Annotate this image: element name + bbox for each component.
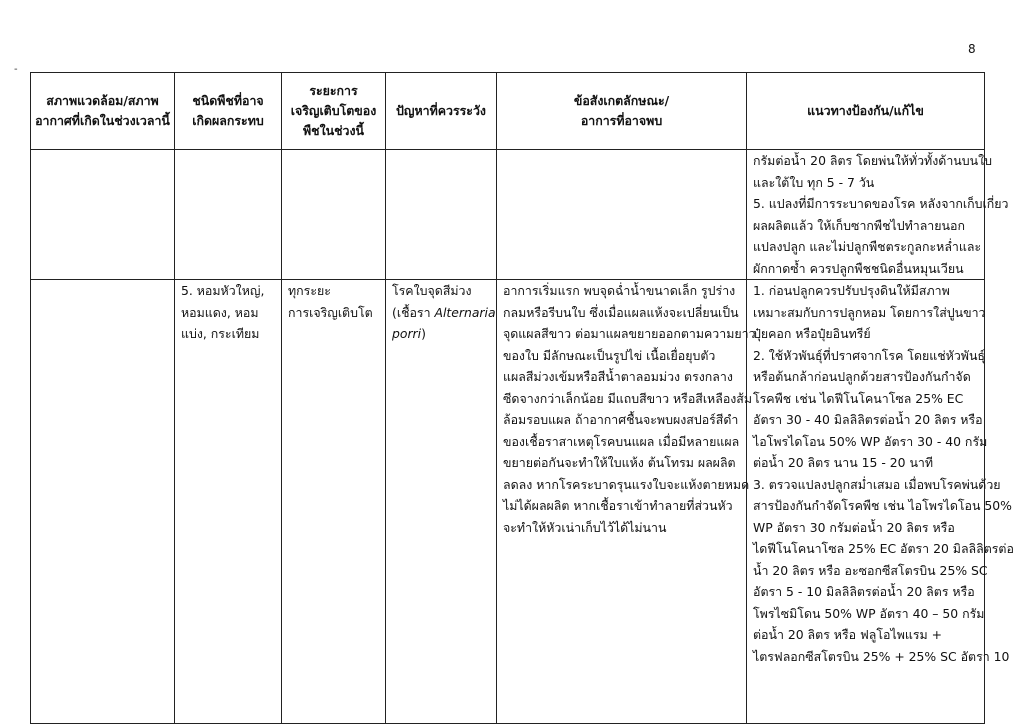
header-growth-stage: ระยะการ เจริญเติบโตของ พืชในช่วงนี้ [282, 73, 386, 150]
cell-problem [386, 150, 497, 280]
table-row [31, 150, 985, 280]
symptom-line: ไม่ได้ผลผลิต หากเชื้อราเข้าทำลายที่ส่วนหัว [503, 498, 733, 513]
cell-stage [282, 150, 386, 280]
prevention-line: ไตรฟลอกซีสโตรบิน 25% + 25% SC อัตรา 10 [753, 648, 1010, 664]
margin-mark: - [14, 64, 18, 75]
symptom-line: ของใบ มีลักษณะเป็นรูปไข่ เนื้อเยื่อยุบตัว [503, 347, 716, 363]
cell-prevention [747, 150, 1009, 280]
prevention-line: สารป้องกันกำจัดโรคพืช เช่น ไอโพรไดโอน 50% [753, 498, 1012, 513]
cell-symptoms [497, 150, 747, 280]
prevention-line: แปลงปลูก และไม่ปลูกพืชตระกูลกะหล่ำและ [753, 239, 982, 254]
prevention-line: ผักกาดซ้ำ ควรปลูกพืชชนิดอื่นหมุนเวียน [753, 260, 964, 276]
symptom-line: จุดแผลสีขาว ต่อมาแผลขยายออกตามความยาว [503, 326, 756, 341]
cell-stage: ทุกระยะ การเจริญเติบโต [282, 280, 386, 724]
symptom-line: ลดลง หากโรคระบาดรุนแรงใบจะแห้งตายหมด [503, 476, 750, 492]
prevention-line: ไดฟีโนโคนาโซล 25% EC อัตรา 20 มิลลิลิตรต่อ [753, 541, 1014, 556]
page-number: 8 [968, 42, 976, 56]
cell-prevention [747, 280, 1014, 724]
symptom-line: กลมหรือรีบนใบ ซึ่งเมื่อแผลแห้งจะเปลี่ยนเป็น [503, 304, 739, 320]
prevention-line: โรคพืช เช่น ไดฟีโนโคนาโซล 25% EC [753, 390, 964, 406]
prevention-line: และใต้ใบ ทุก 5 - 7 วัน [753, 174, 875, 190]
header-prevention: แนวทางป้องกัน/แก้ไข [747, 73, 985, 150]
symptom-line: อาการเริ่มแรก พบจุดฉ่ำน้ำขนาดเล็ก รูปร่าง [503, 283, 736, 298]
prevention-line: กรัมต่อน้ำ 20 ลิตร โดยพ่นให้ทั่วทั้งด้านบนใบ [753, 153, 993, 168]
prevention-line: 5. แปลงที่มีการระบาดของโรค หลังจากเก็บเกี่ยว [753, 196, 1009, 211]
table-row [31, 280, 985, 724]
prevention-line: ไอโพรไดโอน 50% WP อัตรา 30 - 40 กรัม [753, 433, 988, 449]
prevention-line: ต่อน้ำ 20 ลิตร นาน 15 - 20 นาที [753, 455, 934, 470]
prevention-line: ปุ๋ยคอก หรือปุ๋ยอินทรีย์ [753, 326, 871, 341]
symptom-line: ขยายต่อกันจะทำให้ใบแห้ง ต้นโทรม ผลผลิต [503, 455, 736, 470]
symptom-line: ของเชื้อราสาเหตุโรคบนแผล เมื่อมีหลายแผล [503, 433, 740, 449]
symptom-line: ล้อมรอบแผล ถ้าอากาศชื้นจะพบผงสปอร์สีดำ [503, 412, 739, 427]
prevention-line: น้ำ 20 ลิตร หรือ อะซอกซีสโตรบิน 25% SC [753, 562, 988, 578]
cell-crop [175, 150, 282, 280]
prevention-line: WP อัตรา 30 กรัมต่อน้ำ 20 ลิตร หรือ [753, 519, 955, 535]
header-environment: สภาพแวดล้อม/สภาพ อากาศที่เกิดในช่วงเวลานี้ [31, 73, 175, 150]
prevention-line: 3. ตรวจแปลงปลูกสม่ำเสมอ เมื่อพบโรคพ่นด้วย [753, 476, 1001, 492]
problem-name: โรคใบจุดสีม่วง [392, 283, 472, 298]
prevention-line: หรือต้นกล้าก่อนปลูกด้วยสารป้องกันกำจัด [753, 369, 971, 384]
symptom-line: ซีดจางกว่าเล็กน้อย มีแถบสีขาว หรือสีเหลืองส้ม [503, 390, 753, 406]
prevention-line: 1. ก่อนปลูกควรปรับปรุงดินให้มีสภาพ [753, 283, 950, 298]
cell-crop: 5. หอมหัวใหญ่, หอมแดง, หอม แบ่ง, กระเทียม [175, 280, 282, 724]
prevention-line: 2. ใช้หัวพันธุ์ที่ปราศจากโรค โดยแช่หัวพันธุ์ [753, 347, 985, 363]
problem-cause: (เชื้อรา Alternaria [392, 304, 496, 320]
cell-environment [31, 150, 175, 280]
symptom-line: แผลสีม่วงเข้มหรือสีน้ำตาลอมม่วง ตรงกลาง [503, 369, 733, 384]
cell-problem [386, 280, 497, 724]
prevention-line: โพรไซมิโดน 50% WP อัตรา 40 – 50 กรัม [753, 605, 985, 621]
header-crop-type: ชนิดพืชที่อาจ เกิดผลกระทบ [175, 73, 282, 150]
cell-environment [31, 280, 175, 724]
problem-cause-species: porri) [392, 326, 426, 341]
symptom-line: จะทำให้หัวเน่าเก็บไว้ได้ไม่นาน [503, 519, 667, 535]
cell-symptoms [497, 280, 756, 724]
prevention-line: อัตรา 5 - 10 มิลลิลิตรต่อน้ำ 20 ลิตร หรือ [753, 584, 975, 599]
prevention-line: ผลผลิตแล้ว ให้เก็บซากพืชไปทำลายนอก [753, 217, 965, 233]
prevention-line: อัตรา 30 - 40 มิลลิลิตรต่อน้ำ 20 ลิตร หรือ [753, 412, 983, 427]
header-symptoms: ข้อสังเกตลักษณะ/ อาการที่อาจพบ [497, 73, 747, 150]
prevention-line: ต่อน้ำ 20 ลิตร หรือ ฟลูโอไพแรม + [753, 627, 942, 642]
prevention-line: เหมาะสมกับการปลูกหอม โดยการใส่ปูนขาว [753, 304, 986, 320]
crop-advisory-table [30, 72, 1014, 724]
table-header-row [31, 73, 985, 150]
header-problem: ปัญหาที่ควรระวัง [386, 73, 497, 150]
